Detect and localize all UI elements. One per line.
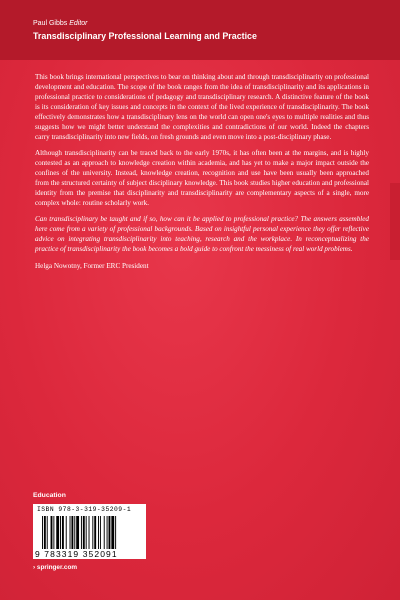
barcode-bar bbox=[44, 516, 46, 549]
subject-category: Education bbox=[33, 492, 66, 499]
barcode-icon bbox=[42, 516, 138, 549]
editor-line bbox=[33, 19, 257, 28]
barcode-bar bbox=[92, 516, 93, 549]
endorsement-quote: Can transdisciplinary be taught and if so, how can it be applied to professional practice? The answers assembled here come from a variety of professional backgrounds. Based on insightful personal experience they offer reflective advice on integrating transdisciplinarity into teaching, research and the workplace. In reconceptualizing the practice of transdisciplinarity the book becomes a bold guide to confront the messiness of real world problems. bbox=[35, 215, 369, 253]
barcode-bar bbox=[56, 516, 59, 549]
barcode-number: 9 783319 352091 bbox=[35, 549, 118, 559]
cover-header bbox=[33, 19, 257, 42]
barcode-bar bbox=[100, 516, 101, 549]
side-color-tab bbox=[390, 183, 400, 260]
barcode-bar bbox=[76, 516, 79, 549]
blurb-paragraph-1: This book brings international perspectives to bear on thinking about and through transdisciplinarity on professional development and education. The scope of the book ranges from the idea of transdisciplinarity and its applications in professional practice to considerations of pedagogy and transdisciplinary research. A distinctive feature of the book is its consideration of key issues and concepts in the context of the lived experience of transdisciplinarity. The book effectively demonstrates how a transdisciplinary lens on the world can open one's eyes to multiple realities and thus suggests how we might better understand the complexities and contradictions of our world. Indeed the chapters carry transdisciplinarity into new fields, on fresh grounds and even move into a post-disciplinary phase. bbox=[35, 73, 369, 141]
barcode-bar bbox=[86, 516, 87, 549]
isbn-label: ISBN 978-3-319-35209-1 bbox=[37, 506, 132, 513]
barcode-bar bbox=[60, 516, 61, 549]
barcode-bar bbox=[83, 516, 85, 549]
barcode-bar bbox=[109, 516, 111, 549]
barcode-box bbox=[33, 504, 146, 559]
editor-role: Editor bbox=[69, 20, 88, 27]
book-title: Transdisciplinary Professional Learning and Practice bbox=[33, 31, 257, 41]
barcode-bar bbox=[47, 516, 48, 549]
barcode-bar bbox=[70, 516, 71, 549]
barcode-bar bbox=[42, 516, 43, 549]
barcode-bar bbox=[53, 516, 54, 549]
endorsement-attribution: Helga Nowotny, Former ERC President bbox=[35, 262, 149, 270]
barcode-bar bbox=[81, 516, 82, 549]
barcode-bar bbox=[111, 516, 114, 549]
publisher-url: › springer.com bbox=[33, 564, 78, 571]
barcode-bar bbox=[71, 516, 73, 549]
barcode-bar bbox=[51, 516, 53, 549]
barcode-bar bbox=[115, 516, 116, 549]
editor-name: Paul Gibbs bbox=[33, 20, 68, 27]
blurb-paragraph-2: Although transdisciplinarity can be traced back to the early 1970s, it has often been at the margins, and is highly contested as an approach to knowledge creation within academia, and has yet to make a major impact outside the confines of the university. Instead, knowledge creation, recognition and use have been usually been approached from the structured certainty of subject disciplinary knowledge. This book studies higher education and professional identity from the premise that disciplinarity and transdisciplinarity are complementary aspects of a single, more complex whole: routine scholarly work. bbox=[35, 149, 369, 207]
barcode-bar bbox=[107, 516, 108, 549]
barcode-bar bbox=[66, 516, 67, 549]
barcode-bar bbox=[104, 516, 105, 549]
barcode-bar bbox=[62, 516, 64, 549]
barcode-bar bbox=[94, 516, 96, 549]
blurb bbox=[35, 72, 369, 271]
barcode-bar bbox=[74, 516, 75, 549]
barcode-bar bbox=[89, 516, 90, 549]
barcode-bar bbox=[98, 516, 99, 549]
